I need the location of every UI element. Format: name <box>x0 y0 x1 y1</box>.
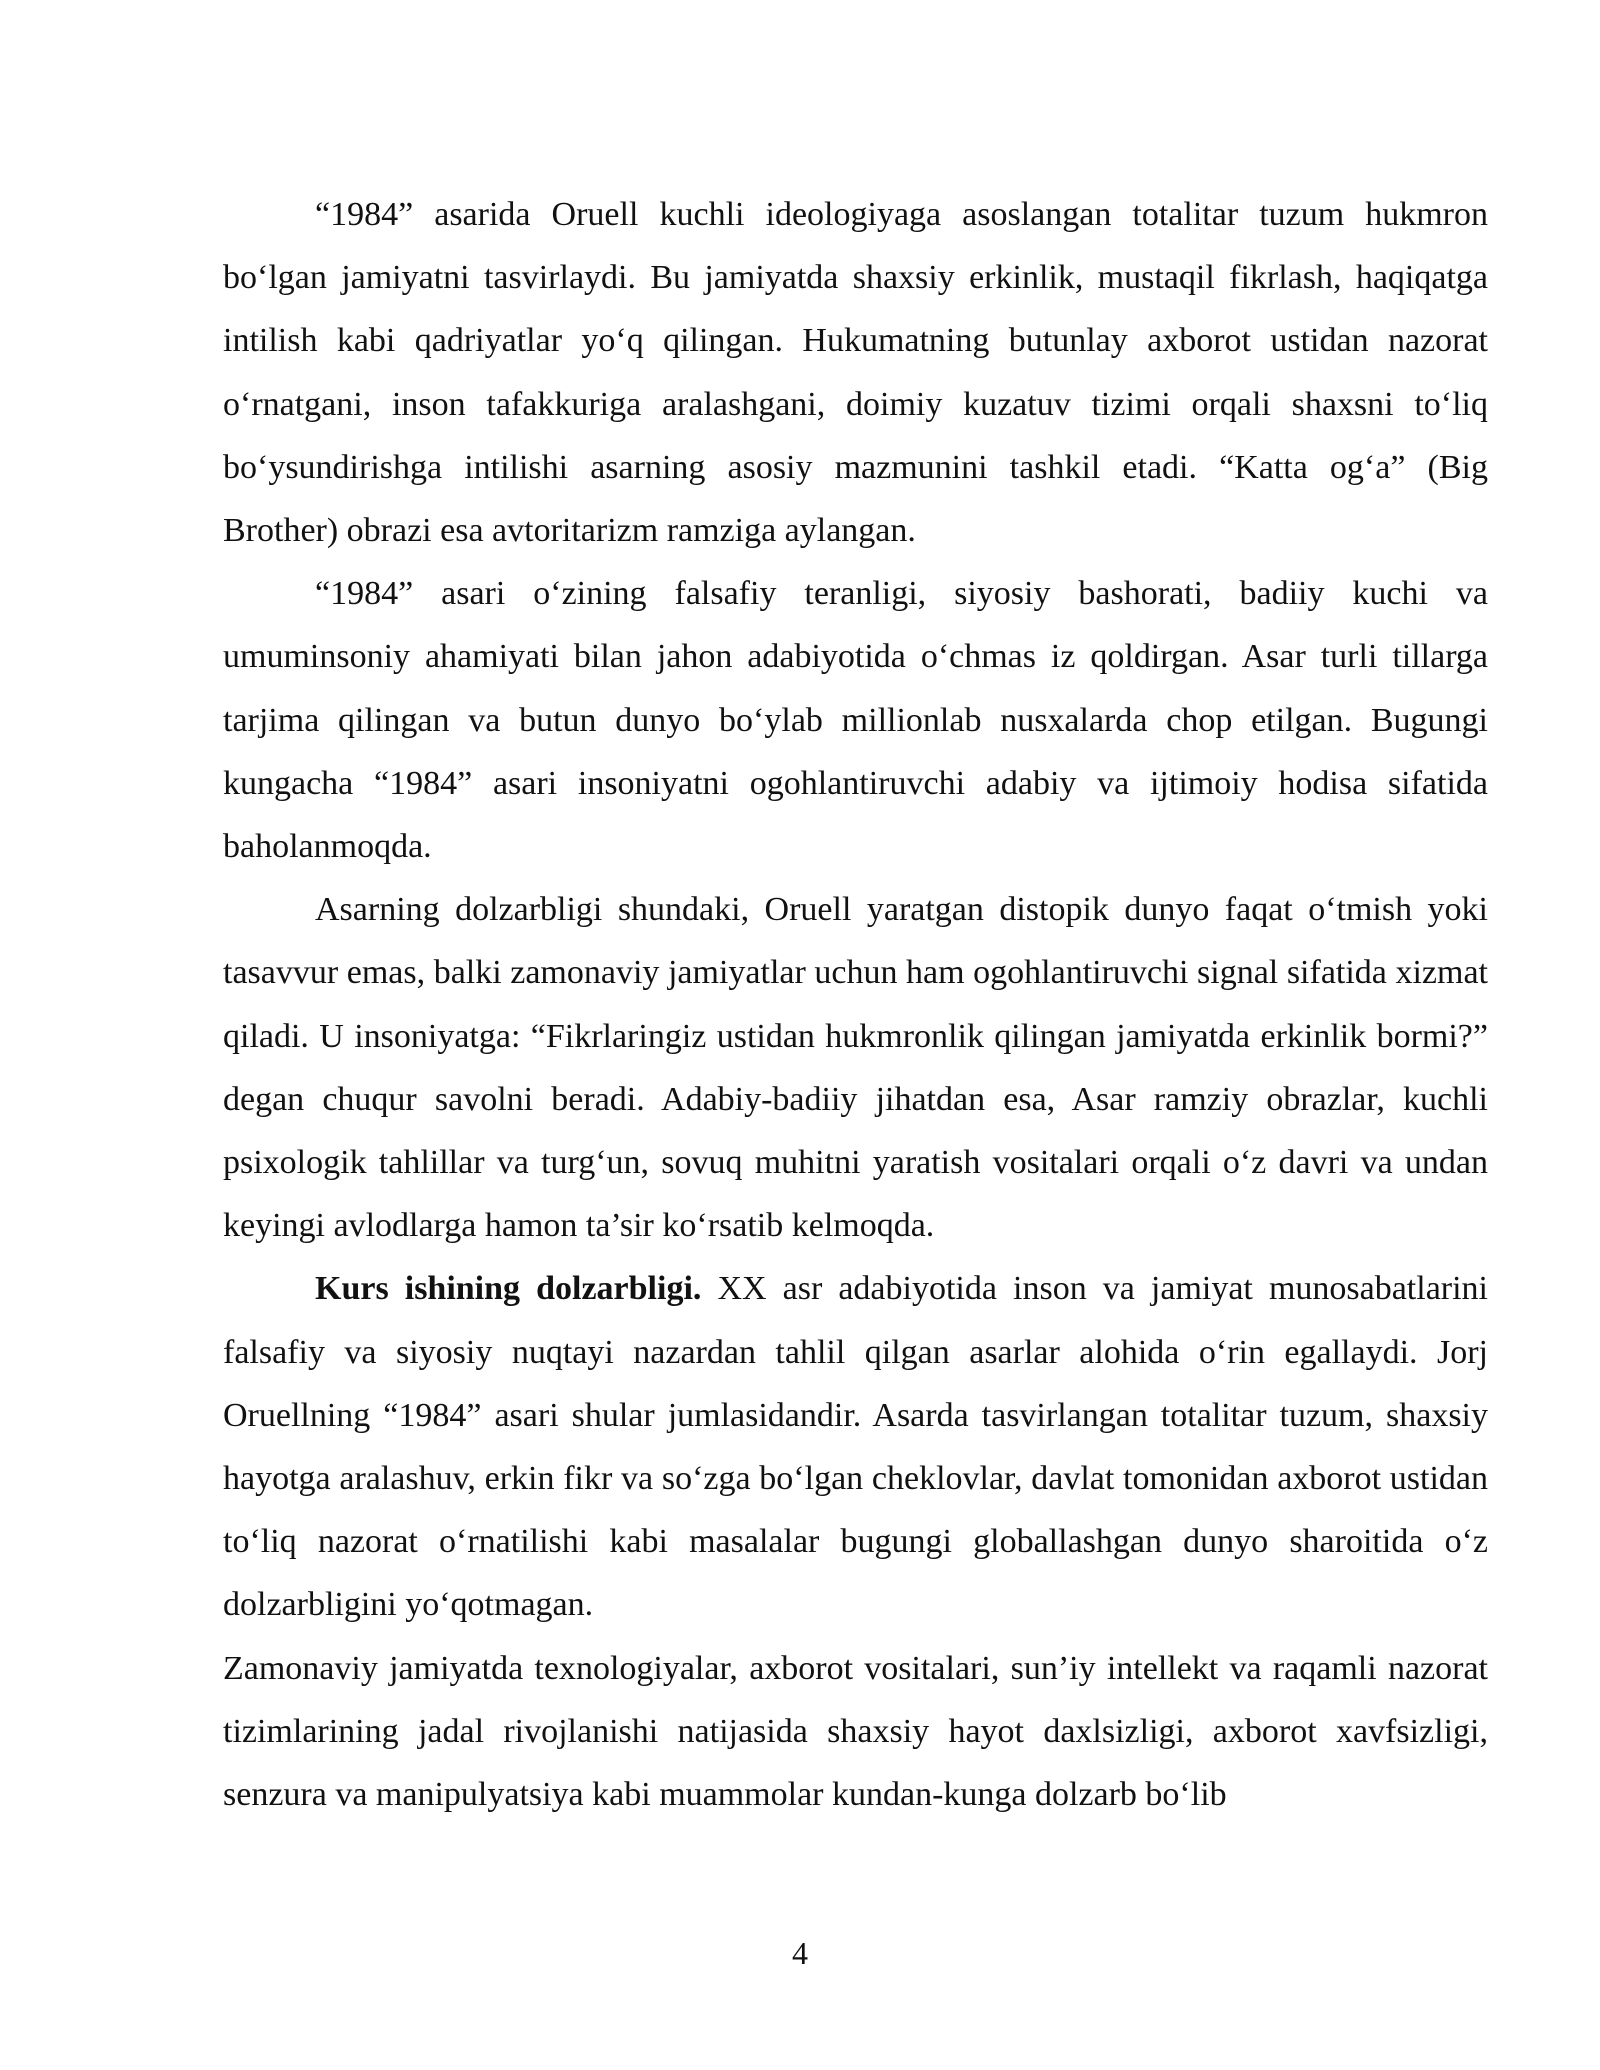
section-heading-inline: Kurs ishining dolzarbligi. <box>315 1270 702 1308</box>
paragraph-4-text: XX asr adabiyotida inson va jamiyat munosabatlarini falsafiy va siyosiy nuqtayi nazardan tahlil qilgan asarlar alohida o‘rin egallaydi. Jorj Oruellning “1984” asari shular jumlasidandir. Asarda tasvirlangan totalitar tuzum, shaxsiy hayotga aralashuv, erkin fikr va so‘zga bo‘lgan cheklovlar, davlat tomonidan axborot ustidan to‘liq nazorat o‘rnatilishi kabi masalalar bugungi globallashgan dunyo sharoitida o‘z dolzarbligini yo‘qotmagan. <box>223 1270 1488 1624</box>
paragraph-5-text: Zamonaviy jamiyatda texnologiyalar, axborot vositalari, sun’iy intellekt va raqamli nazorat tizimlarining jadal rivojlanishi natijasida shaxsiy hayot daxlsizligi, axborot xavfsizligi, senzura va manipulyatsiya kabi muammolar kundan-kunga dolzarb bo‘lib <box>223 1649 1488 1814</box>
paragraph-1 <box>223 183 1488 562</box>
paragraph-3 <box>223 878 1488 1257</box>
paragraph-4 <box>223 1257 1488 1636</box>
body-text <box>223 183 1488 1826</box>
paragraph-2 <box>223 562 1488 878</box>
paragraph-2-text: “1984” asari o‘zining falsafiy teranligi, siyosiy bashorati, badiiy kuchi va umuminsoniy ahamiyati bilan jahon adabiyotida o‘chmas iz qoldirgan. Asar turli tillarga tarjima qilingan va butun dunyo bo‘ylab millionlab nusxalarda chop etilgan. Bugungi kungacha “1984” asari insoniyatni ogohlantiruvchi adabiy va ijtimoiy hodisa sifatida baholanmoqda. <box>223 575 1488 866</box>
page-number: 4 <box>792 1935 808 1971</box>
paragraph-1-text: “1984” asarida Oruell kuchli ideologiyaga asoslangan totalitar tuzum hukmron bo‘lgan jamiyatni tasvirlaydi. Bu jamiyatda shaxsiy erkinlik, mustaqil fikrlash, haqiqatga intilish kabi qadriyatlar yo‘q qilingan. Hukumatning butunlay axborot ustidan nazorat o‘rnatgani, inson tafakkuriga aralashgani, doimiy kuzatuv tizimi orqali shaxsni to‘liq bo‘ysundirishga intilishi asarning asosiy mazmunini tashkil etadi. “Katta og‘a” (Big Brother) obrazi esa avtoritarizm ramziga aylangan. <box>223 196 1488 550</box>
paragraph-5 <box>223 1637 1488 1827</box>
paragraph-3-text: Asarning dolzarbligi shundaki, Oruell yaratgan distopik dunyo faqat o‘tmish yoki tasavvur emas, balki zamonaviy jamiyatlar uchun ham ogohlantiruvchi signal sifatida xizmat qiladi. U insoniyatga: “Fikrlaringiz ustidan hukmronlik qilingan jamiyatda erkinlik bormi?” degan chuqur savolni beradi. Adabiy-badiiy jihatdan esa, Asar ramziy obrazlar, kuchli psixologik tahlillar va turg‘un, sovuq muhitni yaratish vositalari orqali o‘z davri va undan keyingi avlodlarga hamon ta’sir ko‘rsatib kelmoqda. <box>223 891 1488 1245</box>
